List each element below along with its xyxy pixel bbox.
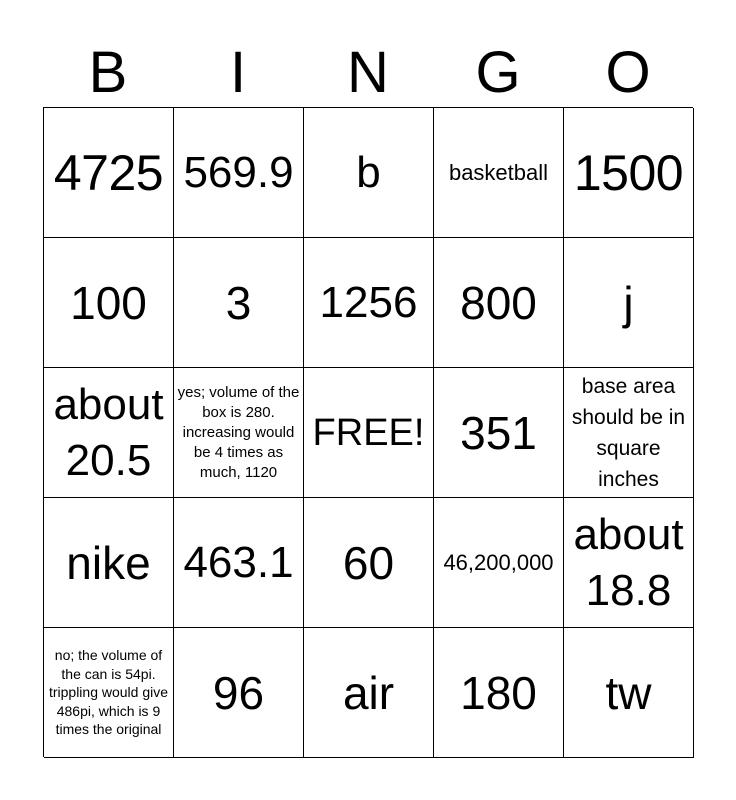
cell-text: 60 <box>342 536 395 589</box>
cell-text: 1256 <box>319 277 418 327</box>
cell-text: 96 <box>212 666 265 719</box>
bingo-cell[interactable] <box>564 628 694 758</box>
bingo-cell[interactable] <box>174 238 304 368</box>
bingo-cell[interactable] <box>44 628 174 758</box>
cell-text: 800 <box>460 276 537 329</box>
cell-text: 100 <box>70 276 147 329</box>
bingo-cell[interactable] <box>564 498 694 628</box>
cell-text: about 20.5 <box>53 379 164 485</box>
bingo-header <box>43 40 693 106</box>
cell-text: nike <box>66 536 151 589</box>
bingo-cell[interactable] <box>304 108 434 238</box>
cell-text: about 18.8 <box>573 509 684 615</box>
cell-text: 46,200,000 <box>443 549 554 575</box>
bingo-cell[interactable] <box>434 108 564 238</box>
bingo-cell[interactable] <box>564 238 694 368</box>
bingo-cell[interactable] <box>174 108 304 238</box>
cell-text: base area should be in square inches <box>571 374 686 491</box>
header-letter-i: I <box>229 40 247 105</box>
bingo-cell[interactable] <box>174 628 304 758</box>
bingo-card-grid <box>43 107 693 757</box>
header-letter-o: O <box>605 40 651 105</box>
bingo-cell[interactable] <box>564 368 694 498</box>
cell-text: air <box>342 666 395 719</box>
bingo-cell[interactable] <box>174 368 304 498</box>
header-letter-n: N <box>347 40 389 105</box>
header-letter-b: B <box>88 40 128 105</box>
cell-text: tw <box>605 666 652 719</box>
cell-text: 3 <box>225 276 252 329</box>
bingo-cell[interactable] <box>44 368 174 498</box>
bingo-cell free-space[interactable] <box>304 368 434 498</box>
cell-text: 351 <box>460 406 537 459</box>
bingo-cell[interactable] <box>304 628 434 758</box>
bingo-cell[interactable] <box>174 498 304 628</box>
bingo-cell[interactable] <box>434 628 564 758</box>
bingo-cell[interactable] <box>44 498 174 628</box>
cell-text: 1500 <box>573 144 684 201</box>
cell-text: j <box>623 276 634 329</box>
bingo-cell[interactable] <box>44 238 174 368</box>
bingo-cell[interactable] <box>44 108 174 238</box>
bingo-cell[interactable] <box>434 498 564 628</box>
cell-text: b <box>356 147 381 197</box>
cell-text: no; the volume of the can is 54pi. trippling would give 486pi, which is 9 times the original <box>48 647 169 738</box>
bingo-cell[interactable] <box>434 238 564 368</box>
cell-text: 4725 <box>53 144 164 201</box>
cell-text: 569.9 <box>183 147 294 197</box>
bingo-cell[interactable] <box>304 238 434 368</box>
cell-text: basketball <box>448 159 549 185</box>
free-space-text: FREE! <box>312 411 425 454</box>
bingo-cell[interactable] <box>304 498 434 628</box>
bingo-cell[interactable] <box>564 108 694 238</box>
bingo-cell[interactable] <box>434 368 564 498</box>
cell-text: 180 <box>460 666 537 719</box>
cell-text: 463.1 <box>183 537 294 587</box>
header-letter-g: G <box>475 40 521 105</box>
cell-text: yes; volume of the box is 280. increasing would be 4 times as much, 1120 <box>177 383 300 481</box>
